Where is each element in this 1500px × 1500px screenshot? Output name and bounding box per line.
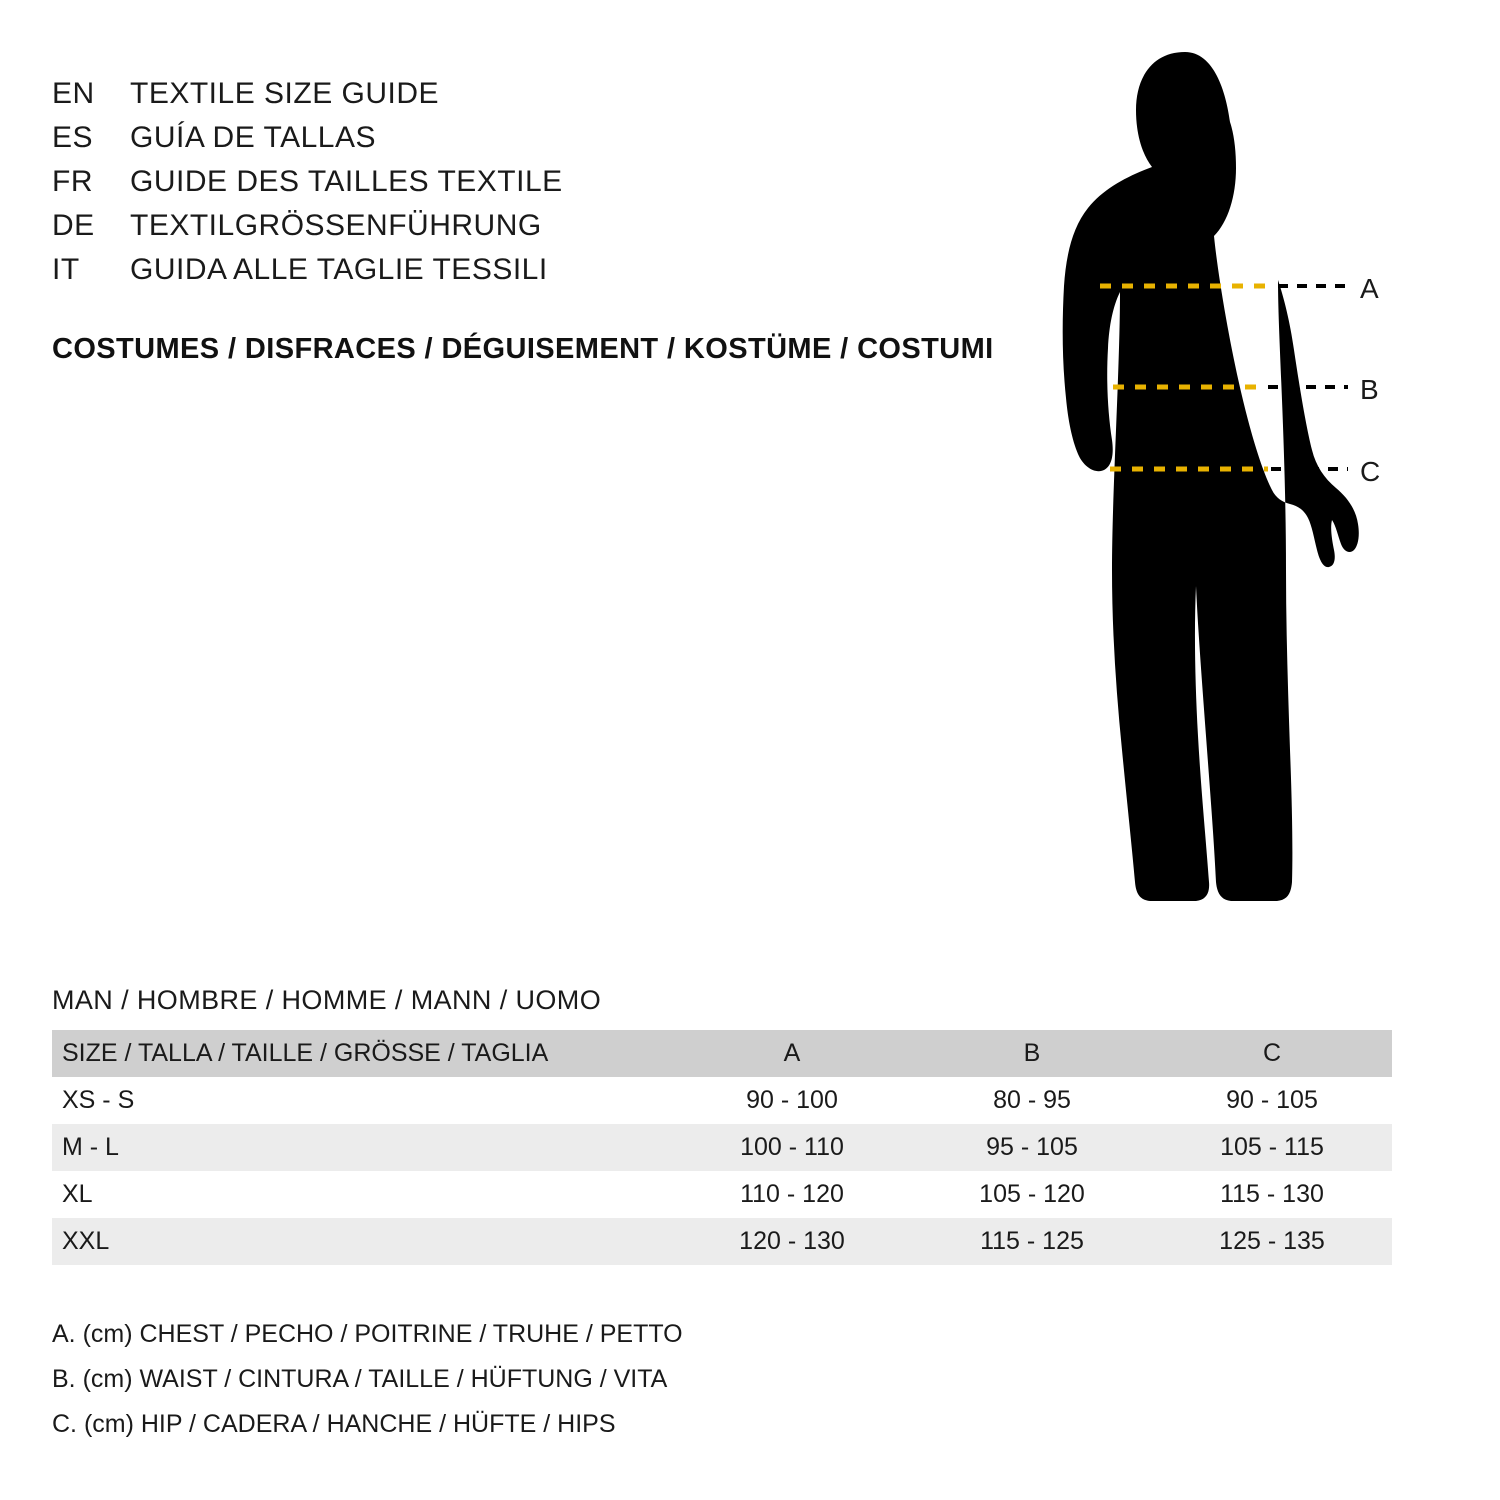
cell-size: XL (62, 1180, 93, 1208)
legend-line-c: C. (cm) HIP / CADERA / HANCHE / HÜFTE / HIPS (52, 1410, 616, 1438)
cell-b: 80 - 95 (993, 1086, 1071, 1114)
cell-size: XS - S (62, 1086, 135, 1114)
table-caption: MAN / HOMBRE / HOMME / MANN / UOMO (52, 985, 602, 1015)
language-text: TEXTILGRÖSSENFÜHRUNG (130, 209, 542, 242)
language-text: TEXTILE SIZE GUIDE (130, 77, 440, 110)
language-text: GUÍA DE TALLAS (130, 121, 376, 154)
language-row-en (52, 72, 952, 116)
marker-label-b: B (1360, 374, 1379, 405)
body-figure-diagram (1000, 30, 1430, 930)
language-list (52, 72, 952, 292)
table-header-row (52, 1030, 1392, 1077)
cell-a: 120 - 130 (739, 1227, 845, 1255)
measurement-legend (52, 1312, 683, 1447)
table-row (52, 1218, 1392, 1265)
cell-size: M - L (62, 1133, 119, 1161)
table-row (52, 1171, 1392, 1218)
marker-label-a: A (1360, 273, 1379, 304)
cell-c: 115 - 130 (1220, 1180, 1324, 1208)
cell-b: 115 - 125 (980, 1227, 1084, 1255)
column-header-c: C (1152, 1030, 1392, 1077)
cell-a: 110 - 120 (740, 1180, 844, 1208)
language-code: IT (52, 253, 80, 286)
language-row-it (52, 248, 952, 292)
language-code: DE (52, 209, 95, 242)
cell-c: 90 - 105 (1226, 1086, 1318, 1114)
cell-c: 105 - 115 (1220, 1133, 1324, 1161)
table-row (52, 1077, 1392, 1124)
cell-a: 100 - 110 (740, 1133, 844, 1161)
column-header-b: B (912, 1030, 1152, 1077)
language-text: GUIDA ALLE TAGLIE TESSILI (130, 253, 548, 286)
table-body (52, 1077, 1392, 1265)
column-header-size: SIZE / TALLA / TAILLE / GRÖSSE / TAGLIA (52, 1030, 672, 1077)
cell-c: 125 - 135 (1219, 1227, 1325, 1255)
language-code: FR (52, 165, 93, 198)
size-table (52, 1030, 1392, 1265)
size-table-section (52, 985, 1392, 1265)
legend-line-b: B. (cm) WAIST / CINTURA / TAILLE / HÜFTUNG / VITA (52, 1365, 668, 1393)
marker-label-c: C (1360, 456, 1381, 487)
language-text: GUIDE DES TAILLES TEXTILE (130, 165, 563, 198)
column-header-a: A (672, 1030, 912, 1077)
legend-line-a: A. (cm) CHEST / PECHO / POITRINE / TRUHE / PETTO (52, 1320, 683, 1348)
language-code: ES (52, 121, 94, 154)
language-row-de (52, 204, 952, 248)
language-row-fr (52, 160, 952, 204)
cell-b: 105 - 120 (979, 1180, 1085, 1208)
table-head (52, 1030, 1392, 1077)
cell-a: 90 - 100 (746, 1086, 838, 1114)
table-row (52, 1124, 1392, 1171)
language-code: EN (52, 77, 95, 110)
cell-size: XXL (62, 1227, 110, 1255)
language-row-es (52, 116, 952, 160)
category-line: COSTUMES / DISFRACES / DÉGUISEMENT / KOSTÜME / COSTUMI (52, 333, 994, 365)
cell-b: 95 - 105 (986, 1133, 1078, 1161)
